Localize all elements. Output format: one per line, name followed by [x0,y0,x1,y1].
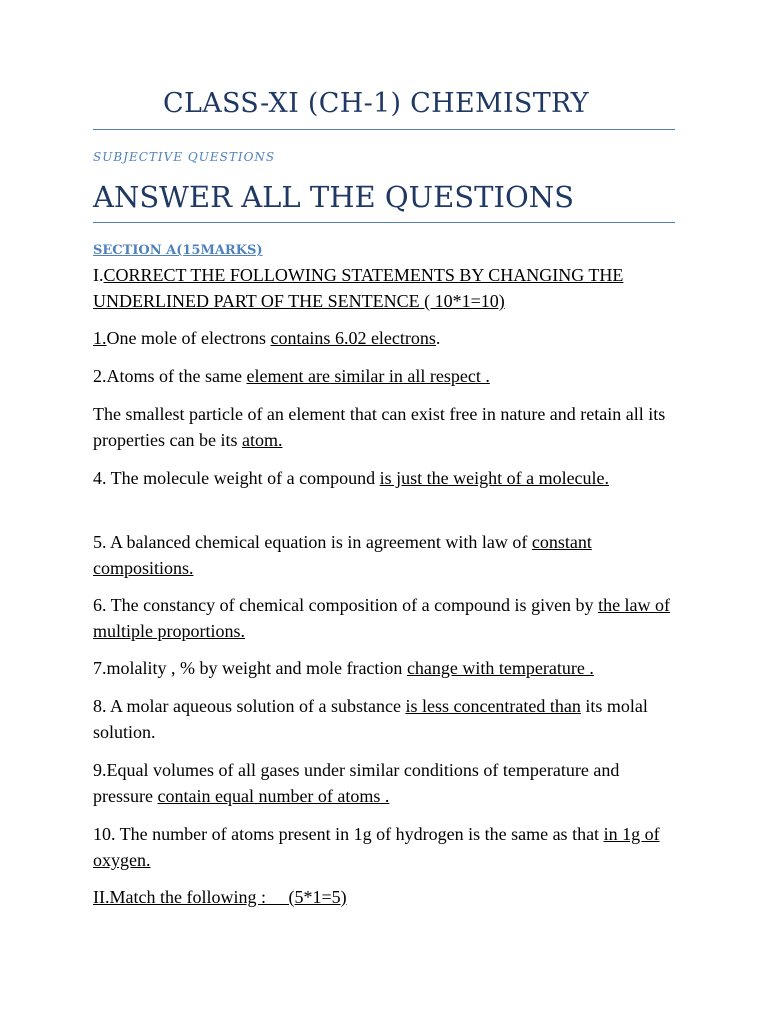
title-divider [93,129,675,130]
question-text: 9.Equal volumes of all gases under similar conditions of temperature and pressure [93,760,620,806]
question-8 [93,693,675,745]
question-underlined-part: is just the weight of a molecule. [379,468,610,488]
question-underlined-part: contain equal number of atoms . [157,786,390,806]
question-underlined-part: contains 6.02 electrons [270,328,436,348]
page-title: CLASS-XI (CH-1) CHEMISTRY [163,88,589,119]
question-underlined-part: constant compositions. [93,532,592,578]
question-9 [93,757,675,809]
question-2 [93,363,675,389]
question-text: 7.molality , % by weight and mole fraction [93,658,407,678]
subtitle: SUBJECTIVE QUESTIONS [93,150,276,164]
match-heading-text: II.Match the following : (5*1=5) [93,887,347,907]
question-6 [93,592,675,644]
question-5 [93,529,675,581]
question-underlined-part: element are similar in all respect . [246,366,490,386]
question-1 [93,325,675,351]
question-underlined-part: atom. [241,430,283,450]
question-tail: its molal solution. [93,696,648,742]
question-text: 8. A molar aqueous solution of a substance [93,696,406,716]
question-tail: . [435,328,441,348]
question-underlined-part: the law of multiple proportions. [93,595,671,641]
question-text: 5. A balanced chemical equation is in agreement with law of [93,532,532,552]
section-label: SECTION A(15MARKS) [93,243,263,258]
question-text: 6. The constancy of chemical composition of a compound is given by [93,595,599,615]
main-heading: ANSWER ALL THE QUESTIONS [93,180,574,214]
question-text: One mole of electrons [106,328,271,348]
question-number-underlined: 1. [93,328,107,348]
instruction-underlined: CORRECT THE FOLLOWING STATEMENTS BY CHANGING THE UNDERLINED PART OF THE SENTENCE ( 10*1=10) [93,265,624,311]
question-underlined-part: is less concentrated than [405,696,581,716]
question-3 [93,401,675,453]
instruction-prefix: I. [93,265,104,285]
instruction-text [93,262,675,314]
question-7 [93,655,675,681]
question-underlined-part: in 1g of oxygen. [93,824,660,870]
heading-divider [93,222,675,223]
question-text: 10. The number of atoms present in 1g of hydrogen is the same as that [93,824,604,844]
question-4 [93,465,675,491]
question-10 [93,821,675,873]
question-text: The smallest particle of an element that can exist free in nature and retain all its properties can be its [93,404,666,450]
question-text: 2.Atoms of the same [93,366,247,386]
question-text: 4. The molecule weight of a compound [93,468,380,488]
match-heading [93,884,675,910]
question-underlined-part: change with temperature . [406,658,594,678]
